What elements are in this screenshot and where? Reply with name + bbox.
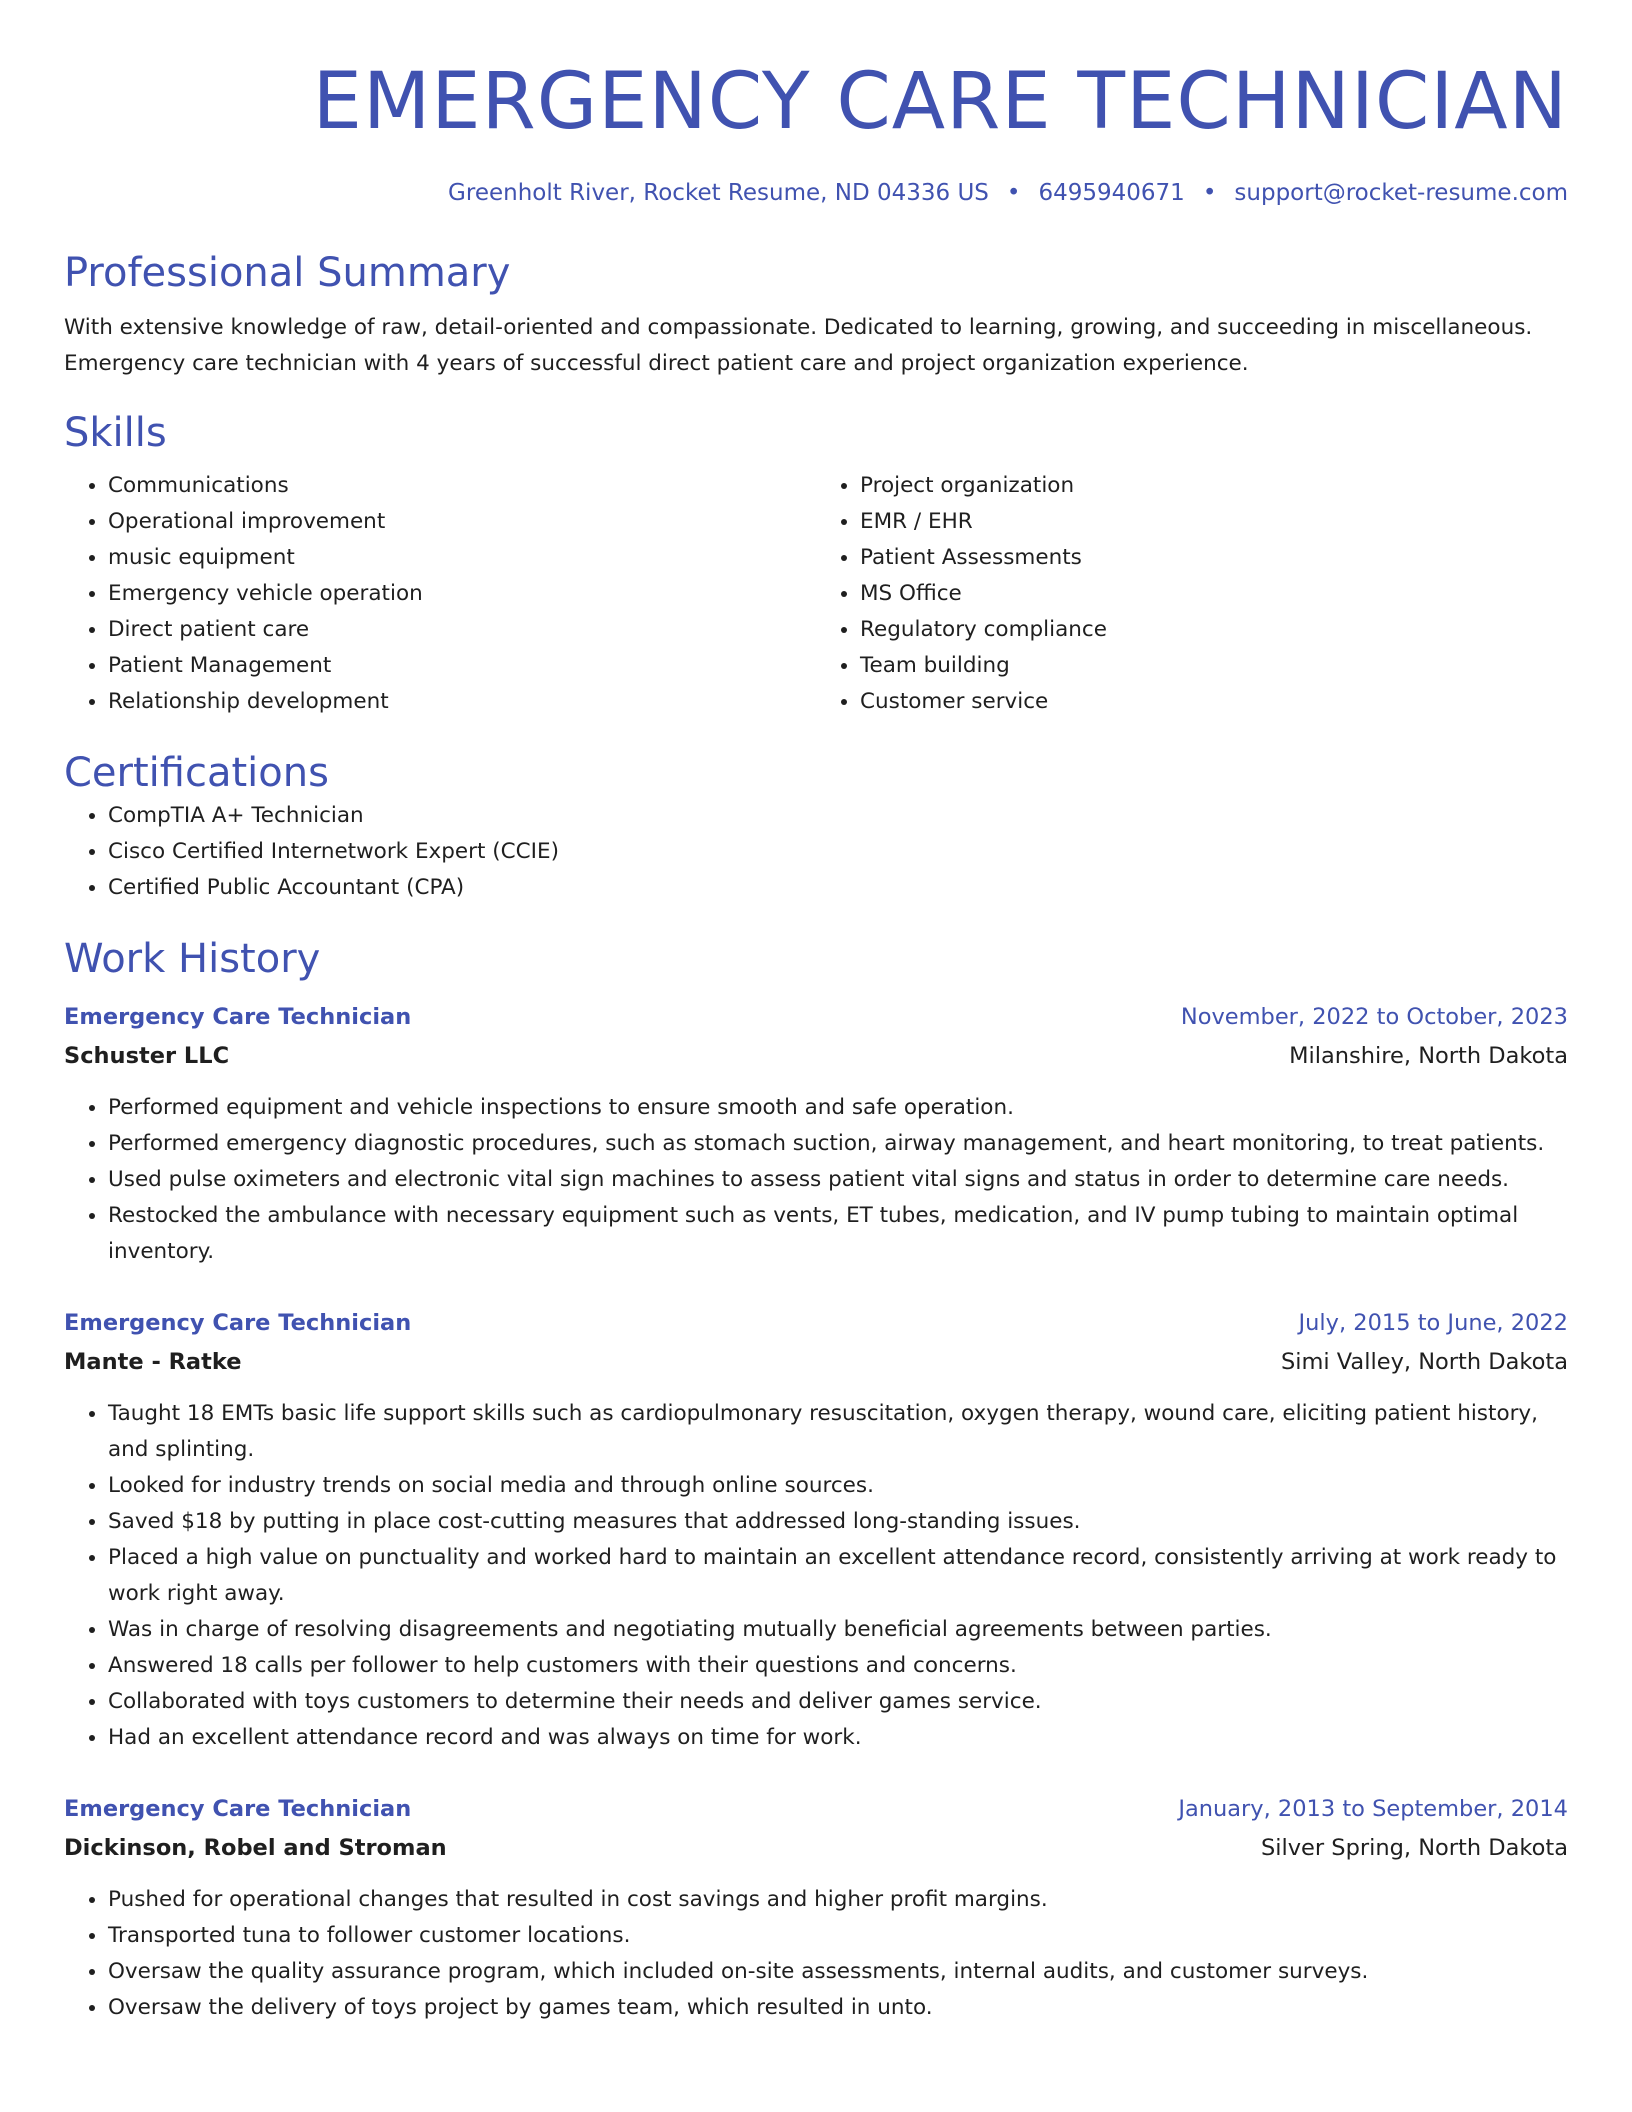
skill-item: • Project organization xyxy=(860,468,1568,504)
skill-item: • Customer service xyxy=(860,684,1568,720)
skill-item: • Communications xyxy=(108,468,816,504)
skill-item: • Emergency vehicle operation xyxy=(108,576,816,612)
certification-item: • Certified Public Accountant (CPA) xyxy=(108,870,1568,906)
skill-item: • Regulatory compliance xyxy=(860,612,1568,648)
job-bullet: • Taught 18 EMTs basic life support skills such as cardiopulmonary resuscitation, oxygen therapy, wound care, eliciting patient history, and splinting. xyxy=(108,1396,1568,1468)
section-title-work-history: Work History xyxy=(64,936,321,982)
job-title: Emergency Care Technician xyxy=(64,1796,412,1822)
job-bullet: • Collaborated with toys customers to determine their needs and deliver games service. xyxy=(108,1684,1568,1720)
job-location: Silver Spring, North Dakota xyxy=(1260,1835,1568,1861)
job-dates: January, 2013 to September, 2014 xyxy=(1178,1796,1568,1822)
skills-list-right xyxy=(816,468,1568,720)
job-title-row xyxy=(64,1304,1568,1342)
job-bullet: • Placed a high value on punctuality and worked hard to maintain an excellent attendance record, consistently arriving at work ready to work right away. xyxy=(108,1540,1568,1612)
job-bullets xyxy=(64,1090,1568,1270)
contact-separator: • xyxy=(1006,180,1021,206)
job-bullet: • Restocked the ambulance with necessary equipment such as vents, ET tubes, medication, and IV pump tubing to maintain optimal inventory. xyxy=(108,1198,1568,1270)
job-bullet: • Looked for industry trends on social media and through online sources. xyxy=(108,1468,1568,1504)
skill-item: • Team building xyxy=(860,648,1568,684)
contact-email: support@rocket-resume.com xyxy=(1234,180,1568,206)
skills-list-left xyxy=(64,468,816,720)
job-bullet: • Oversaw the quality assurance program, which included on-site assessments, internal audits, and customer surveys. xyxy=(108,1954,1568,1990)
certifications-list xyxy=(64,798,1568,906)
contact-line xyxy=(64,178,1568,208)
certification-item: • CompTIA A+ Technician xyxy=(108,798,1568,834)
resume-header xyxy=(64,0,1568,208)
job-bullets xyxy=(64,1396,1568,1756)
job-entry xyxy=(64,1304,1568,1756)
job-bullet: • Answered 18 calls per follower to help customers with their questions and concerns. xyxy=(108,1648,1568,1684)
job-location: Milanshire, North Dakota xyxy=(1289,1043,1568,1069)
skill-item: • Patient Assessments xyxy=(860,540,1568,576)
job-company-row xyxy=(64,1828,1568,1868)
contact-separator: • xyxy=(1202,180,1217,206)
job-title: Emergency Care Technician xyxy=(64,1004,412,1030)
contact-phone: 6495940671 xyxy=(1038,180,1185,206)
summary-text: With extensive knowledge of raw, detail-oriented and compassionate. Dedicated to learning, growing, and succeeding in miscellaneous. Emergency care technician with 4 years of successful direct patient care and project organization experience. xyxy=(64,315,1533,376)
job-bullets xyxy=(64,1882,1568,2026)
job-company-row xyxy=(64,1036,1568,1076)
job-bullet: • Used pulse oximeters and electronic vital sign machines to assess patient vital signs and status in order to determine care needs. xyxy=(108,1162,1568,1198)
section-title-summary: Professional Summary xyxy=(64,250,511,296)
section-title-certifications: Certifications xyxy=(64,750,329,796)
job-bullet: • Transported tuna to follower customer locations. xyxy=(108,1918,1568,1954)
job-bullet: • Pushed for operational changes that resulted in cost savings and higher profit margins. xyxy=(108,1882,1568,1918)
job-company-row xyxy=(64,1342,1568,1382)
job-location: Simi Valley, North Dakota xyxy=(1280,1349,1568,1375)
job-title: Emergency Care Technician xyxy=(64,1310,412,1336)
job-bullet: • Oversaw the delivery of toys project by games team, which resulted in unto. xyxy=(108,1990,1568,2026)
skills-columns xyxy=(64,468,1568,720)
candidate-name: EMERGENCY CARE TECHNICIAN xyxy=(312,57,1568,147)
job-bullet: • Performed equipment and vehicle inspections to ensure smooth and safe operation. xyxy=(108,1090,1568,1126)
job-bullet: • Was in charge of resolving disagreements and negotiating mutually beneficial agreements between parties. xyxy=(108,1612,1568,1648)
skill-item: • Relationship development xyxy=(108,684,816,720)
job-entry xyxy=(64,1790,1568,2026)
section-title-skills: Skills xyxy=(64,410,167,456)
skill-item: • MS Office xyxy=(860,576,1568,612)
skill-item: • Patient Management xyxy=(108,648,816,684)
contact-address: Greenholt River, Rocket Resume, ND 04336 US xyxy=(448,180,989,206)
skill-item: • EMR / EHR xyxy=(860,504,1568,540)
job-title-row xyxy=(64,998,1568,1036)
job-company: Mante - Ratke xyxy=(64,1349,242,1375)
job-bullet: • Saved $18 by putting in place cost-cutting measures that addressed long-standing issues. xyxy=(108,1504,1568,1540)
job-title-row xyxy=(64,1790,1568,1828)
resume-page xyxy=(64,0,1568,2026)
skill-item: • music equipment xyxy=(108,540,816,576)
job-bullet: • Performed emergency diagnostic procedures, such as stomach suction, airway management, and heart monitoring, to treat patients. xyxy=(108,1126,1568,1162)
certification-item: • Cisco Certified Internetwork Expert (CCIE) xyxy=(108,834,1568,870)
job-company: Schuster LLC xyxy=(64,1043,230,1069)
job-dates: July, 2015 to June, 2022 xyxy=(1298,1310,1568,1336)
skill-item: • Operational improvement xyxy=(108,504,816,540)
skill-item: • Direct patient care xyxy=(108,612,816,648)
job-bullet: • Had an excellent attendance record and was always on time for work. xyxy=(108,1720,1568,1756)
job-entry xyxy=(64,998,1568,1270)
job-company: Dickinson, Robel and Stroman xyxy=(64,1835,447,1861)
job-dates: November, 2022 to October, 2023 xyxy=(1180,1004,1568,1030)
